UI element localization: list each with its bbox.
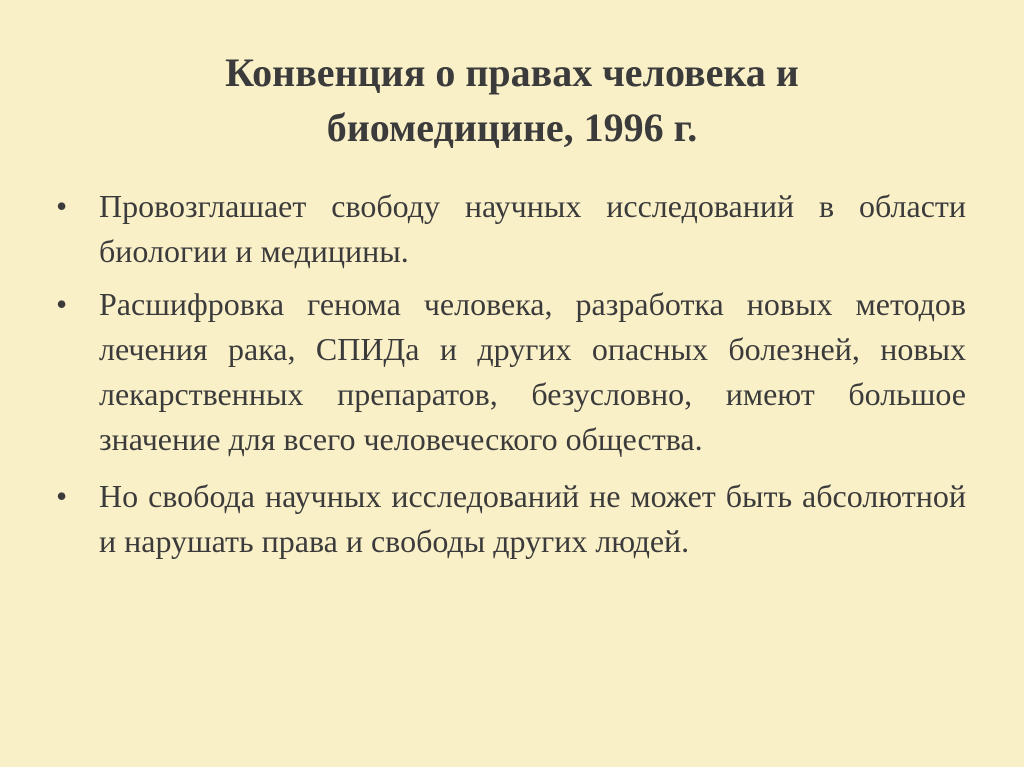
bullet-text: Расшифровка генома человека, разработка новых методов лечения рака, СПИДа и других опасных болезней, новых лекарственных препаратов, безусловно, имеют большое значение для всего человеческого общества. [99,286,966,457]
slide-title [100,45,924,155]
slide-title-line-1: Конвенция о правах человека и [225,50,799,95]
slide-title-line-2: биомедицине, 1996 г. [326,105,698,150]
bullet-marker: • [56,286,68,322]
bullet-marker: • [56,188,68,224]
bullet-text: Провозглашает свободу научных исследований в области биологии и медицины. [99,188,966,269]
bullet-item-freedom-of-research [56,184,966,274]
bullet-item-genome-and-treatments [56,282,966,462]
bullet-text: Но свобода научных исследований не может быть абсолютной и нарушать права и свободы других людей. [99,478,966,559]
bullet-item-limits-of-freedom [56,474,966,564]
bullet-marker: • [56,478,68,514]
bullet-list [56,184,966,572]
